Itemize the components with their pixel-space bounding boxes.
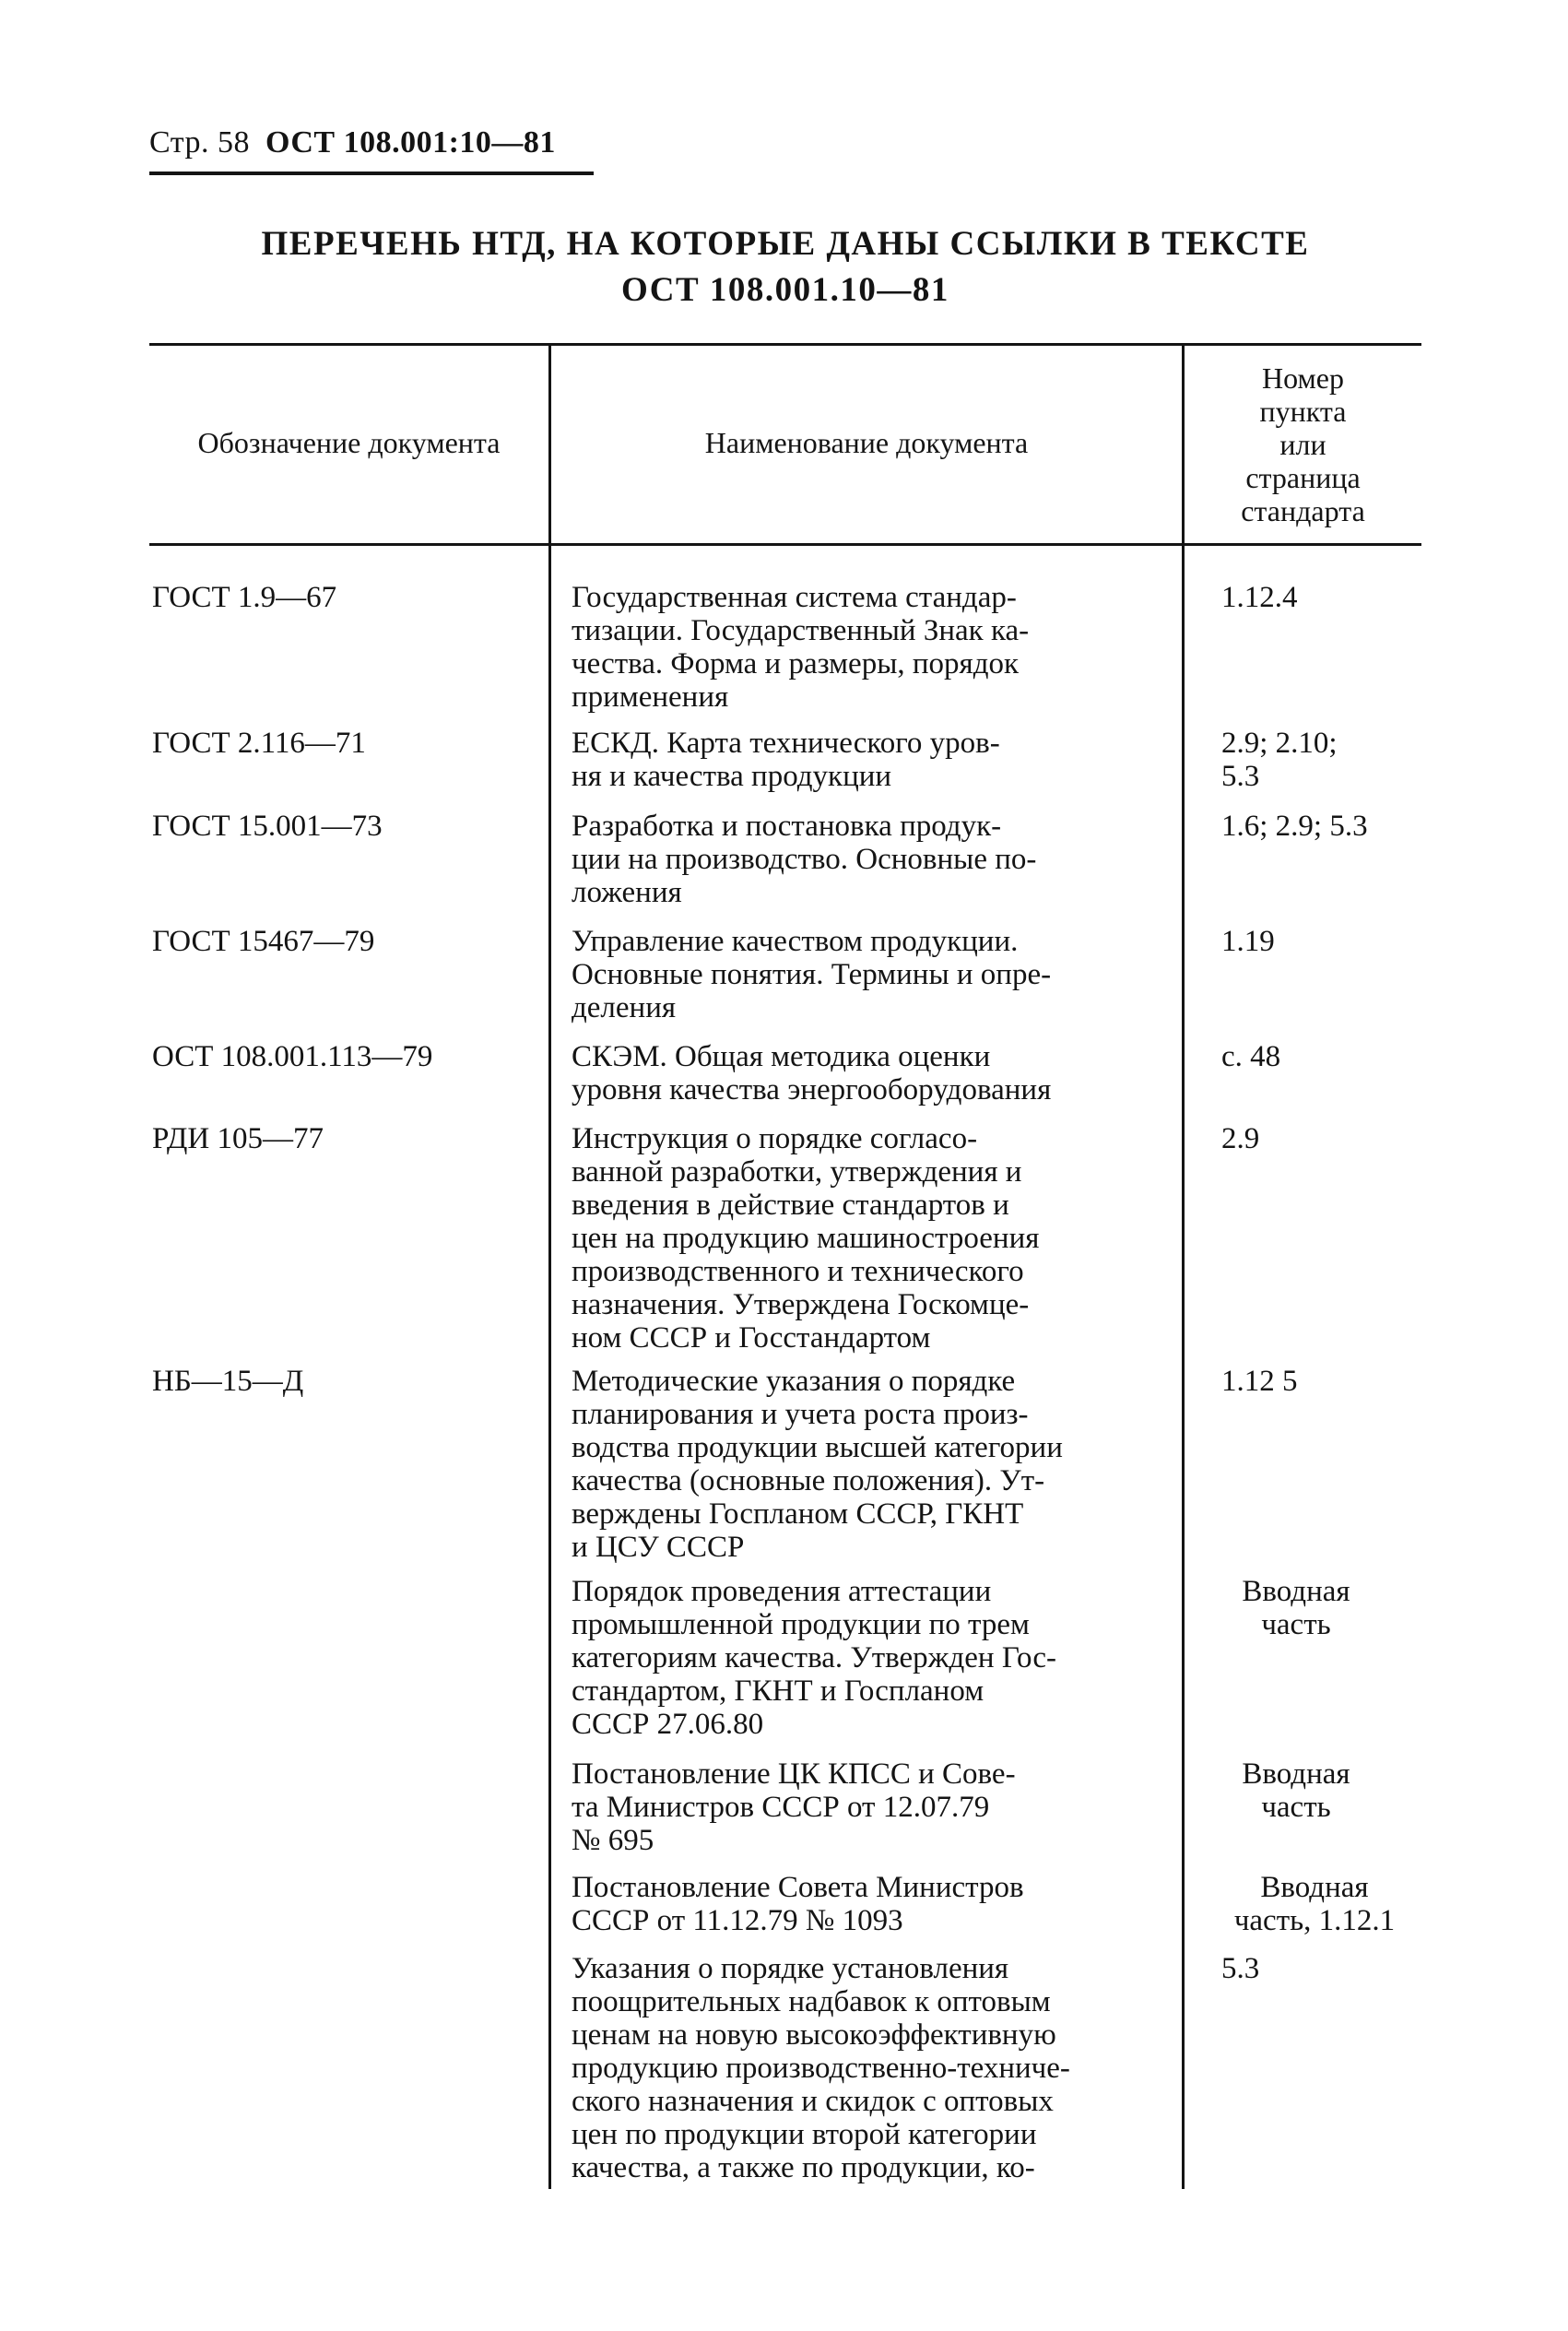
page-label: Стр. 58: [149, 125, 251, 160]
row-name: [572, 1871, 1163, 1937]
row-name-line: категориям качества. Утвержден Гос-: [572, 1641, 1056, 1674]
header-name: Наименование документа: [704, 426, 1029, 459]
row-code: РДИ 105—77: [152, 1122, 324, 1155]
title-line-1: ПЕРЕЧЕНЬ НТД, НА КОТОРЫЕ ДАНЫ ССЫЛКИ В ТЕКСТЕ: [261, 225, 1310, 263]
header-ref-line: или: [1279, 428, 1326, 461]
row-name-line: Инструкция о порядке согласо-: [572, 1122, 978, 1155]
row-name-line: та Министров СССР от 12.07.79: [572, 1791, 990, 1824]
header-ref-line: страница: [1245, 461, 1361, 494]
row-ref: [1221, 1040, 1424, 1073]
row-name: [572, 1952, 1163, 2184]
row-name: [572, 1365, 1163, 1564]
row-ref-line: 1.12 5: [1221, 1365, 1298, 1398]
row-ref: [1221, 1952, 1424, 1985]
row-ref-line: 2.9; 2.10;: [1221, 727, 1338, 760]
row-name-line: цен на продукцию машиностроения: [572, 1222, 1040, 1255]
row-code: ОСТ 108.001.113—79: [152, 1040, 433, 1073]
row-name-line: Указания о порядке установления: [572, 1952, 1009, 1985]
row-name-line: водства продукции высшей категории: [572, 1431, 1063, 1464]
row-ref: [1221, 581, 1424, 614]
row-name-line: стандартом, ГКНТ и Госпланом: [572, 1674, 984, 1708]
row-name-line: Постановление Совета Министров: [572, 1871, 1024, 1904]
row-name-line: ского назначения и скидок с оптовых: [572, 2085, 1054, 2118]
row-name-line: тизации. Государственный Знак ка-: [572, 614, 1030, 647]
row-ref-line: Вводная: [1260, 1871, 1369, 1904]
header-ref-line: стандарта: [1241, 494, 1365, 527]
row-name-line: ложения: [572, 876, 682, 909]
row-ref: [1221, 727, 1424, 793]
row-name-line: ном СССР и Госстандартом: [572, 1321, 931, 1355]
row-ref-line: часть: [1261, 1608, 1331, 1641]
column-divider-1: [548, 345, 551, 2189]
row-name-line: ня и качества продукции: [572, 760, 892, 793]
row-code: ГОСТ 1.9—67: [152, 581, 337, 614]
row-ref-line: Вводная: [1242, 1575, 1350, 1608]
row-name-line: промышленной продукции по трем: [572, 1608, 1030, 1641]
row-name-line: качества (основные положения). Ут-: [572, 1464, 1045, 1497]
row-code: ГОСТ 15.001—73: [152, 810, 383, 843]
row-name-line: № 695: [572, 1824, 654, 1857]
header-code: Обозначение документа: [197, 426, 501, 459]
column-divider-2: [1182, 345, 1185, 2189]
row-name-line: назначения. Утверждена Госкомце-: [572, 1288, 1030, 1321]
row-name-line: и ЦСУ СССР: [572, 1531, 745, 1564]
standard-code: ОСТ 108.001:10—81: [265, 125, 556, 160]
row-name-line: ванной разработки, утверждения и: [572, 1155, 1022, 1189]
row-name: [572, 1575, 1163, 1741]
header-underline: [149, 172, 594, 175]
row-code: ГОСТ 15467—79: [152, 925, 375, 958]
row-name-line: планирования и учета роста произ-: [572, 1398, 1029, 1431]
row-name-line: продукцию производственно-техниче-: [572, 2052, 1070, 2085]
title-line-2: ОСТ 108.001.10—81: [621, 271, 949, 309]
row-name-line: Постановление ЦК КПСС и Сове-: [572, 1757, 1016, 1791]
header-ref: [1185, 361, 1421, 527]
row-ref-line: Вводная: [1242, 1757, 1350, 1791]
row-name: [572, 1122, 1163, 1355]
row-name-line: Порядок проведения аттестации: [572, 1575, 992, 1608]
row-name: [572, 1040, 1163, 1106]
row-name: [572, 1757, 1163, 1857]
row-ref-line: 5.3: [1221, 1952, 1260, 1985]
row-code: НБ—15—Д: [152, 1365, 304, 1398]
row-ref-line: 1.6; 2.9; 5.3: [1221, 810, 1368, 843]
row-ref: [1221, 810, 1424, 843]
row-code: ГОСТ 2.116—71: [152, 727, 366, 760]
row-ref-line: 1.19: [1221, 925, 1275, 958]
row-name-line: верждены Госпланом СССР, ГКНТ: [572, 1497, 1024, 1531]
row-name-line: Основные понятия. Термины и опре-: [572, 958, 1052, 991]
row-name-line: ценам на новую высокоэффективную: [572, 2018, 1056, 2052]
row-name-line: введения в действие стандартов и: [572, 1189, 1009, 1222]
row-name: [572, 925, 1163, 1024]
header-ref-line: Номер: [1262, 361, 1344, 395]
row-name-line: применения: [572, 680, 729, 714]
row-ref: [1194, 1575, 1398, 1641]
table-header-rule: [149, 543, 1421, 546]
row-name-line: качества, а также по продукции, ко-: [572, 2151, 1035, 2184]
row-ref: [1194, 1757, 1398, 1824]
row-name-line: поощрительных надбавок к оптовым: [572, 1985, 1051, 2018]
row-ref-line: часть, 1.12.1: [1233, 1904, 1396, 1937]
document-title: [149, 221, 1421, 314]
row-ref-line: часть: [1261, 1791, 1331, 1824]
row-name-line: СССР от 11.12.79 № 1093: [572, 1904, 903, 1937]
header-ref-line: пункта: [1259, 395, 1347, 428]
row-name-line: цен по продукции второй категории: [572, 2118, 1037, 2151]
row-name-line: чества. Форма и размеры, порядок: [572, 647, 1020, 680]
row-name-line: Методические указания о порядке: [572, 1365, 1016, 1398]
row-ref-line: 1.12.4: [1221, 581, 1298, 614]
row-name: [572, 810, 1163, 909]
row-ref-line: 2.9: [1221, 1122, 1260, 1155]
row-ref: [1221, 1365, 1424, 1398]
row-name-line: ции на производство. Основные по-: [572, 843, 1037, 876]
row-name-line: Управление качеством продукции.: [572, 925, 1019, 958]
row-ref: [1208, 1871, 1421, 1937]
row-ref: [1221, 1122, 1424, 1155]
row-name-line: ЕСКД. Карта технического уров-: [572, 727, 1000, 760]
row-name: [572, 727, 1163, 793]
row-name-line: Разработка и постановка продук-: [572, 810, 1002, 843]
row-ref-line: 5.3: [1221, 760, 1260, 793]
row-name-line: уровня качества энергооборудования: [572, 1073, 1052, 1106]
row-ref-line: с. 48: [1221, 1040, 1281, 1073]
running-head: [149, 125, 556, 160]
row-name-line: Государственная система стандар-: [572, 581, 1017, 614]
row-name-line: производственного и технического: [572, 1255, 1024, 1288]
row-ref: [1221, 925, 1424, 958]
row-name-line: деления: [572, 991, 677, 1024]
row-name-line: СССР 27.06.80: [572, 1708, 764, 1741]
row-name-line: СКЭМ. Общая методика оценки: [572, 1040, 991, 1073]
row-name: [572, 581, 1163, 714]
table-top-rule: [149, 343, 1421, 346]
